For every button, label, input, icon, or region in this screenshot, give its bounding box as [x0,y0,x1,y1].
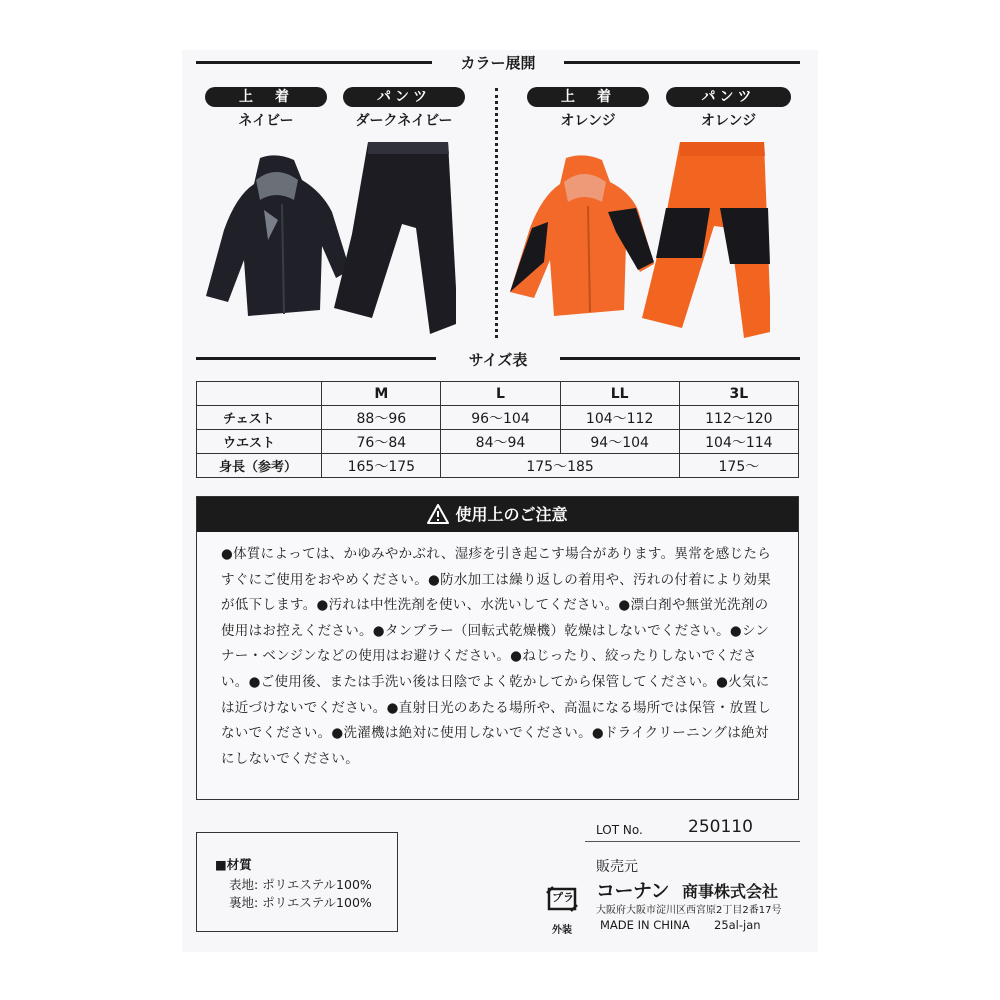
color-title-rule-left [196,61,432,64]
pill-jacket-navy: 上 着 [205,87,327,107]
label-jacket-orange: オレンジ [560,113,616,129]
material-lining: 裏地: ポリエステル100% [229,895,372,910]
seller-label: 販売元 [596,859,638,875]
orange-pants-image [640,138,774,340]
seller-company: 商事株式会社 [682,882,779,901]
orange-jacket-image [508,152,658,320]
caution-title: 使用上のご注意 [455,505,568,524]
size-col-ll: LL [560,382,679,406]
table-cell: 94〜104 [560,430,679,454]
size-col-l: L [441,382,560,406]
lot-label: LOT No. [596,823,643,837]
material-title: ■材質 [215,857,252,872]
size-row-waist [197,430,799,454]
size-table [196,381,799,478]
color-section-title: カラー展開 [460,54,536,72]
caution-header [197,497,798,532]
size-row-chest [197,406,799,430]
size-header-empty [197,382,322,406]
color-title-rule-right [564,61,800,64]
seller-address: 大阪府大阪市淀川区西宮原2丁目2番17号 [596,905,782,916]
table-cell: 175〜 [679,454,798,478]
table-cell: 96〜104 [441,406,560,430]
size-header-row [197,382,799,406]
table-cell: 112〜120 [679,406,798,430]
size-section-title: サイズ表 [468,351,528,369]
color-divider [495,88,498,338]
row-label-waist: ウエスト [197,430,322,454]
lot-underline [585,841,800,842]
material-outer: 表地: ポリエステル100% [229,877,372,892]
table-cell: 165〜175 [322,454,441,478]
table-cell: 104〜114 [679,430,798,454]
table-cell: 104〜112 [560,406,679,430]
product-code: 25al-jan [714,918,761,932]
size-col-m: M [322,382,441,406]
material-box [196,832,398,932]
label-pants-navy: ダークネイビー [355,113,453,129]
table-cell: 175〜185 [441,454,679,478]
made-in: MADE IN CHINA [600,918,690,932]
size-row-height [197,454,799,478]
caution-text: ●体質によっては、かゆみやかぶれ、湿疹を引き起こす場合があります。異常を感じたらすぐにご使用をおやめください。●防水加工は繰り返しの着用や、汚れの付着により効果が低下します。●汚れは中性洗剤を使い、水洗いしてください。●漂白剤や無蛍光洗剤の使用はお控えください。●タンブラー（回転式乾燥機）乾燥はしないでください。●シンナー・ベンジンなどの使用はお避けください。●ねじったり、絞ったりしないでください。●ご使用後、または手洗い後は日陰でよく乾かしてから保管してください。●火気には近づけないでください。●直射日光のあたる場所や、高温になる場所では保管・放置しないでください。●洗濯機は絶対に使用しないでください。●ドライクリーニングは絶対にしないでください。 [221,546,772,767]
seller-brand: コーナン [596,880,670,902]
row-label-height: 身長（参考） [197,454,322,478]
pill-pants-navy: パンツ [343,87,465,107]
warning-icon [427,504,449,524]
table-cell: 84〜94 [441,430,560,454]
caution-box [196,496,799,800]
lot-value: 250110 [688,817,753,837]
pill-jacket-orange: 上 着 [527,87,649,107]
table-cell: 76〜84 [322,430,441,454]
pill-pants-orange: パンツ [666,87,791,107]
row-label-chest: チェスト [197,406,322,430]
navy-pants-image [332,138,460,336]
recycle-mark-text: プラ [552,891,574,904]
size-title-rule-right [560,357,800,360]
size-title-rule-left [196,357,436,360]
recycle-label: 外装 [552,925,572,936]
label-jacket-navy: ネイビー [238,113,294,129]
table-cell: 88〜96 [322,406,441,430]
size-col-3l: 3L [679,382,798,406]
label-pants-orange: オレンジ [700,113,757,129]
